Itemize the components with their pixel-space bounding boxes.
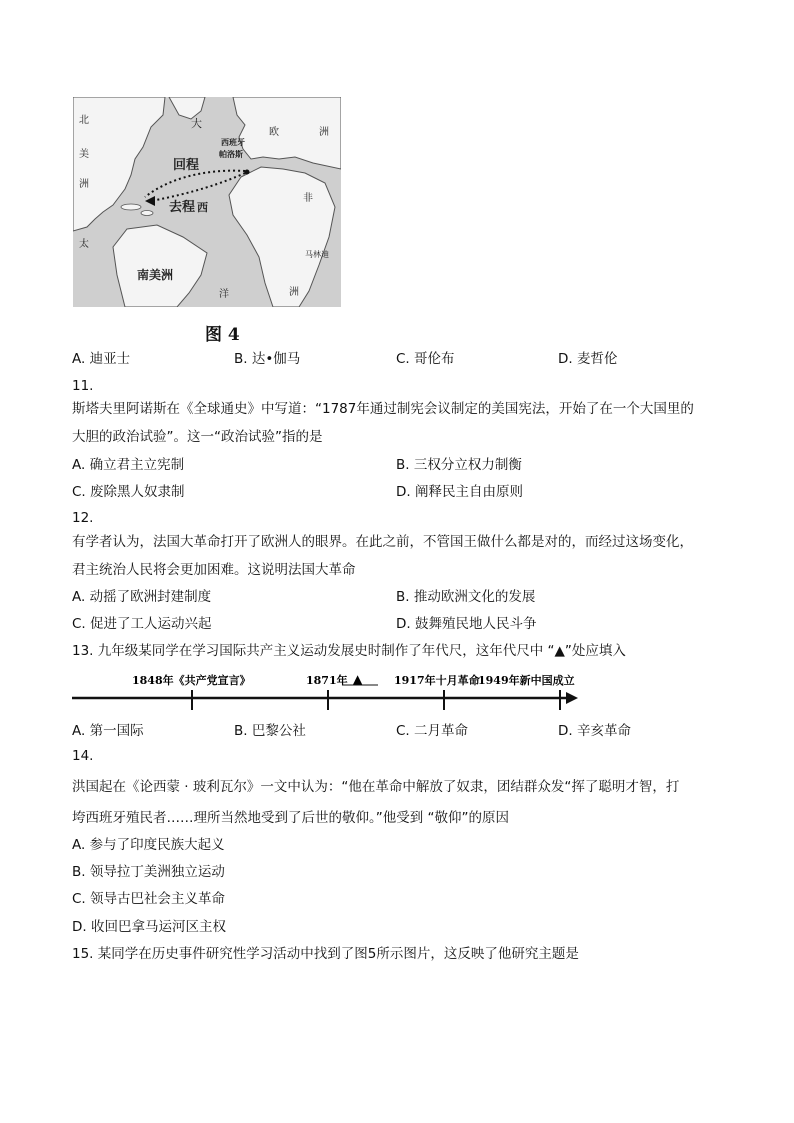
q14-option-a[interactable]: A. 参与了印度民族大起义	[72, 837, 225, 853]
q13-option-b[interactable]: B. 巴黎公社	[234, 723, 306, 739]
q13-option-d[interactable]: D. 辛亥革命	[558, 723, 631, 739]
map-label-atlantic: 大	[191, 117, 202, 130]
map-label-africa-fei: 非	[303, 193, 313, 204]
q14-option-b[interactable]: B. 领导拉丁美洲独立运动	[72, 864, 225, 880]
q12-option-b[interactable]: B. 推动欧洲文化的发展	[396, 589, 536, 605]
figure-4-caption: 图 4	[205, 325, 240, 345]
q14-option-c[interactable]: C. 领导古巴社会主义革命	[72, 891, 226, 907]
map-label-america-mei: 美	[79, 149, 89, 160]
map-label-return: 回程	[173, 158, 200, 173]
q14-stem-line-1: 洪国起在《论西蒙 · 玻利瓦尔》一文中认为：“他在革命中解放了奴隶，团结群众发“挥了聪明才智，打	[72, 779, 680, 795]
q11-option-c[interactable]: C. 废除黑人奴隶制	[72, 484, 185, 500]
map-label-america-zhou: 洲	[79, 179, 89, 190]
q13-option-c[interactable]: C. 二月革命	[396, 723, 469, 739]
q10-option-b[interactable]: B. 达•伽马	[234, 351, 301, 367]
map-label-west: 西	[197, 201, 208, 214]
q10-option-d[interactable]: D. 麦哲伦	[558, 351, 618, 367]
map-label-palos: 帕洛斯	[219, 150, 243, 159]
map-label-north: 北	[79, 115, 89, 126]
q13-option-a[interactable]: A. 第一国际	[72, 723, 144, 739]
q12-option-c[interactable]: C. 促进了工人运动兴起	[72, 616, 212, 632]
q13-stem: 13. 九年级某同学在学习国际共产主义运动发展史时制作了年代尺，这年代尺中 “▲”处应填入	[72, 643, 626, 659]
q11-stem-line-2: 大胆的政治试验”。这一“政治试验”指的是	[72, 429, 323, 445]
q12-number: 12.	[72, 510, 94, 526]
map-label-africa-zhou: 洲	[289, 287, 299, 298]
map-label-tai: 太	[79, 239, 89, 250]
q11-option-a[interactable]: A. 确立君主立宪制	[72, 457, 185, 473]
map-label-europe-ou: 欧	[269, 127, 279, 138]
map-label-spain: 西班牙	[221, 138, 245, 147]
q12-stem-line-1: 有学者认为，法国大革命打开了欧洲人的眼界。在此之前，不管国王做什么都是对的，而经过这场变化，	[72, 534, 693, 550]
q12-option-d[interactable]: D. 鼓舞殖民地人民斗争	[396, 616, 537, 632]
q11-number: 11.	[72, 378, 94, 394]
timeline-label-1917: 1917年十月革命	[394, 674, 480, 687]
q11-option-d[interactable]: D. 阐释民主自由原则	[396, 484, 523, 500]
q13-timeline	[72, 668, 592, 716]
q12-option-a[interactable]: A. 动摇了欧洲封建制度	[72, 589, 212, 605]
q11-stem-line-1: 斯塔夫里阿诺斯在《全球通史》中写道：“1787年通过制宪会议制定的美国宪法，开始了在一个大国里的	[72, 401, 694, 417]
timeline-label-1871: 1871年	[306, 674, 348, 687]
timeline-label-1949: 1949年新中国成立	[478, 674, 575, 687]
map-label-malindi: 马林迪	[305, 250, 329, 259]
map-label-europe-zhou: 洲	[319, 127, 329, 138]
map-label-yang: 洋	[219, 289, 229, 300]
map-label-south-america: 南美洲	[137, 268, 174, 282]
timeline-label-1848: 1848年《共产党宣言》	[132, 674, 251, 687]
q14-stem-line-2: 垮西班牙殖民者……理所当然地受到了后世的敬仰。”他受到 “敬仰”的原因	[72, 810, 510, 826]
q10-option-c[interactable]: C. 哥伦布	[396, 351, 455, 367]
timeline-label-triangle: ▲	[353, 672, 363, 686]
q11-option-b[interactable]: B. 三权分立权力制衡	[396, 457, 522, 473]
q10-option-a[interactable]: A. 迪亚士	[72, 351, 131, 367]
q15-stem: 15. 某同学在历史事件研究性学习活动中找到了图5所示图片，这反映了他研究主题是	[72, 946, 579, 962]
q12-stem-line-2: 君主统治人民将会更加困难。这说明法国大革命	[72, 562, 356, 578]
q14-option-d[interactable]: D. 收回巴拿马运河区主权	[72, 919, 226, 935]
figure-4-map	[73, 97, 341, 307]
map-label-outbound: 去程	[169, 200, 196, 215]
q14-number: 14.	[72, 748, 94, 764]
